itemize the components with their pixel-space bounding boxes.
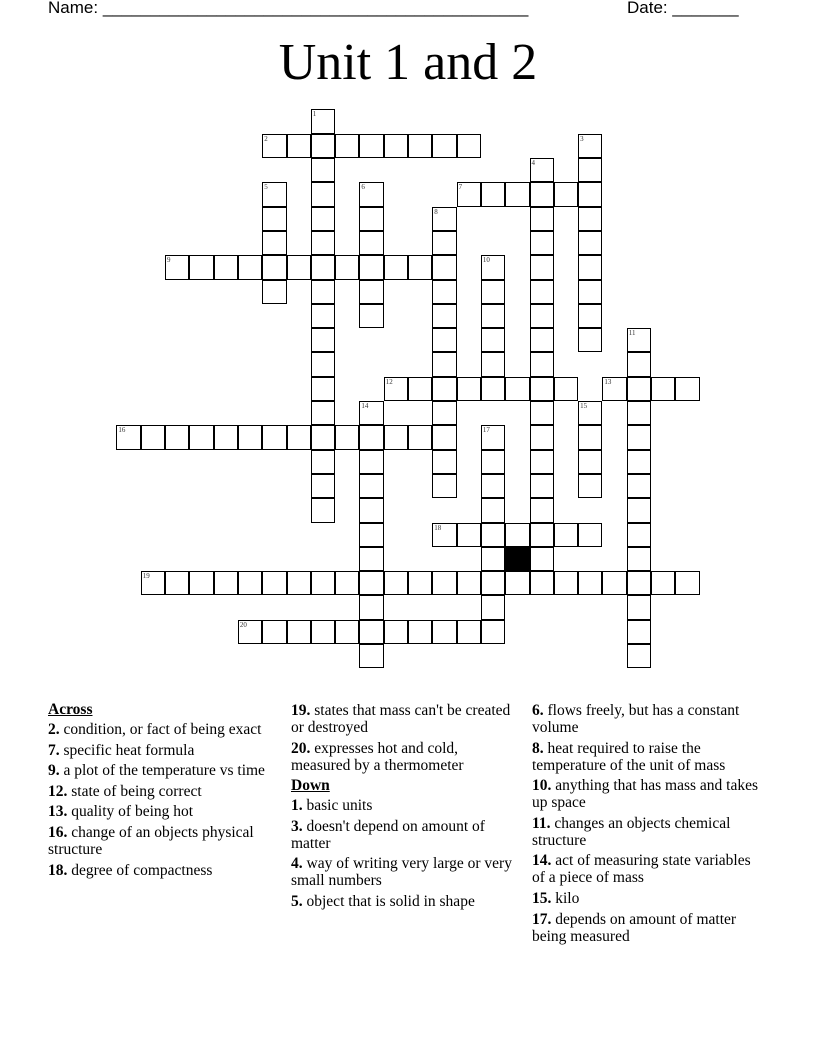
clue-down-5: 5. object that is solid in shape (291, 892, 475, 910)
grid-cell[interactable] (627, 425, 651, 449)
grid-cell[interactable] (530, 547, 554, 571)
clue-number: 12 (385, 377, 393, 386)
grid-cell[interactable] (432, 352, 456, 376)
grid-cell[interactable] (627, 595, 651, 619)
grid-cell[interactable] (530, 498, 554, 522)
grid-cell[interactable] (335, 425, 359, 449)
grid-cell[interactable] (311, 498, 335, 522)
grid-cell[interactable] (432, 571, 456, 595)
grid-cell[interactable] (530, 207, 554, 231)
grid-cell[interactable] (189, 571, 213, 595)
grid-cell[interactable] (627, 498, 651, 522)
grid-cell[interactable] (359, 644, 383, 668)
name-label: Name: (48, 0, 99, 17)
grid-cell[interactable] (481, 450, 505, 474)
clue-across-9: 9. a plot of the temperature vs time (48, 762, 265, 780)
grid-cell[interactable] (311, 109, 335, 133)
grid-cell[interactable] (651, 377, 675, 401)
grid-cell[interactable] (627, 352, 651, 376)
grid-cell[interactable] (481, 182, 505, 206)
grid-cell[interactable] (359, 231, 383, 255)
grid-cell[interactable] (530, 377, 554, 401)
grid-cell[interactable] (432, 280, 456, 304)
grid-cell[interactable] (432, 231, 456, 255)
grid-cell[interactable] (311, 620, 335, 644)
grid-cell[interactable] (432, 255, 456, 279)
grid-cell[interactable] (578, 474, 602, 498)
grid-cell[interactable] (457, 620, 481, 644)
grid-cell[interactable] (238, 425, 262, 449)
grid-cell[interactable] (530, 474, 554, 498)
grid-cell[interactable] (530, 182, 554, 206)
clues-column-2 (291, 702, 513, 914)
clue-number: 9 (167, 256, 171, 265)
grid-cell[interactable] (311, 304, 335, 328)
grid-cell[interactable] (262, 182, 286, 206)
grid-cell[interactable] (481, 280, 505, 304)
grid-cell[interactable] (359, 255, 383, 279)
clue-number: 18 (434, 523, 442, 532)
down-heading: Down (291, 777, 330, 795)
grid-cell[interactable] (359, 425, 383, 449)
date-label: Date: (627, 0, 668, 17)
across-heading: Across (48, 701, 93, 718)
grid-cell[interactable] (432, 450, 456, 474)
grid-cell[interactable] (287, 134, 311, 158)
clue-across-13: 13. quality of being hot (48, 803, 194, 821)
clue-down-8: 8. heat required to raise the temperature of the unit of mass (532, 739, 726, 774)
clue-across-12: 12. state of being correct (48, 782, 202, 800)
grid-cell[interactable] (530, 425, 554, 449)
clue-down-1: 1. basic units (291, 797, 373, 815)
clue-down-10: 10. anything that has mass and takes up space (532, 777, 758, 812)
grid-cell[interactable] (165, 571, 189, 595)
grid-cell[interactable] (262, 280, 286, 304)
grid-cell[interactable] (530, 280, 554, 304)
grid-cell[interactable] (481, 547, 505, 571)
grid-cell[interactable] (578, 571, 602, 595)
grid-cell[interactable] (311, 377, 335, 401)
clue-down-14: 14. act of measuring state variables of a piece of mass (532, 852, 751, 887)
grid-cell[interactable] (432, 523, 456, 547)
clue-down-6: 6. flows freely, but has a constant volume (532, 702, 740, 736)
clue-down-3: 3. doesn't depend on amount of matter (291, 817, 485, 852)
grid-cell[interactable] (214, 255, 238, 279)
grid-cell[interactable] (457, 377, 481, 401)
grid-cell[interactable] (384, 255, 408, 279)
grid-cell[interactable] (481, 255, 505, 279)
grid-cell[interactable] (189, 425, 213, 449)
grid-cell[interactable] (359, 401, 383, 425)
grid-cell[interactable] (311, 280, 335, 304)
clue-number: 13 (604, 377, 612, 386)
grid-cell[interactable] (214, 425, 238, 449)
grid-cell[interactable] (408, 620, 432, 644)
grid-cell[interactable] (359, 595, 383, 619)
grid-cell[interactable] (432, 425, 456, 449)
grid-cell[interactable] (505, 523, 529, 547)
grid-cell[interactable] (311, 425, 335, 449)
clue-number: 2 (264, 134, 268, 143)
page-title: Unit 1 and 2 (278, 34, 538, 91)
grid-cell[interactable] (675, 377, 699, 401)
grid-cell[interactable] (530, 571, 554, 595)
clue-down-4: 4. way of writing very large or very small numbers (291, 855, 512, 890)
grid-cell[interactable] (554, 523, 578, 547)
grid-cell[interactable] (311, 207, 335, 231)
grid-cell[interactable] (627, 328, 651, 352)
grid-cell[interactable] (481, 498, 505, 522)
clue-number: 11 (628, 329, 636, 338)
grid-cell[interactable] (481, 474, 505, 498)
grid-cell[interactable] (311, 571, 335, 595)
grid-cell[interactable] (554, 182, 578, 206)
grid-cell[interactable] (262, 255, 286, 279)
grid-cell[interactable] (287, 255, 311, 279)
grid-cell[interactable] (359, 571, 383, 595)
grid-cell[interactable] (627, 644, 651, 668)
grid-cell[interactable] (165, 255, 189, 279)
clue-down-15: 15. kilo (532, 889, 580, 907)
grid-cell[interactable] (627, 377, 651, 401)
grid-cell[interactable] (432, 328, 456, 352)
clue-across-20: 20. expresses hot and cold, measured by a thermometer (291, 739, 464, 774)
grid-cell[interactable] (359, 547, 383, 571)
grid-cell[interactable] (311, 401, 335, 425)
grid-cell[interactable] (262, 207, 286, 231)
grid-cell[interactable] (359, 280, 383, 304)
grid-cell[interactable] (335, 571, 359, 595)
grid-cell[interactable] (238, 255, 262, 279)
clues-column-1 (48, 700, 278, 882)
grid-cell[interactable] (627, 401, 651, 425)
clue-number: 3 (580, 134, 584, 143)
grid-cell[interactable] (578, 280, 602, 304)
clue-number: 20 (239, 620, 247, 629)
grid-cell[interactable] (530, 401, 554, 425)
grid-cell[interactable] (408, 255, 432, 279)
grid-cell[interactable] (481, 425, 505, 449)
grid-cell[interactable] (238, 620, 262, 644)
grid-cell[interactable] (384, 571, 408, 595)
grid-cell[interactable] (311, 474, 335, 498)
clue-number: 8 (434, 207, 438, 216)
grid-cell[interactable] (530, 450, 554, 474)
grid-cell[interactable] (141, 571, 165, 595)
grid-cell[interactable] (578, 450, 602, 474)
clue-number: 14 (361, 402, 369, 410)
grid-cell[interactable] (627, 571, 651, 595)
grid-cell[interactable] (359, 523, 383, 547)
grid-cell[interactable] (287, 620, 311, 644)
grid-cell[interactable] (359, 304, 383, 328)
grid-cell[interactable] (359, 620, 383, 644)
grid-cell[interactable] (311, 450, 335, 474)
grid-cell[interactable] (627, 523, 651, 547)
grid-cell[interactable] (530, 328, 554, 352)
grid-cell[interactable] (602, 571, 626, 595)
grid-cell[interactable] (311, 158, 335, 182)
grid-cell[interactable] (530, 255, 554, 279)
grid-cell[interactable] (505, 571, 529, 595)
clue-number: 4 (531, 159, 535, 167)
grid-cell[interactable] (481, 620, 505, 644)
grid-cell[interactable] (530, 523, 554, 547)
grid-cell[interactable] (432, 620, 456, 644)
grid-cell[interactable] (408, 571, 432, 595)
clues-column-3 (532, 702, 762, 948)
grid-cell[interactable] (432, 134, 456, 158)
grid-cell[interactable] (432, 207, 456, 231)
clue-number: 16 (118, 426, 126, 435)
grid-cell[interactable] (432, 377, 456, 401)
grid-cell[interactable] (432, 304, 456, 328)
grid-cell[interactable] (311, 352, 335, 376)
grid-cell[interactable] (384, 620, 408, 644)
clue-across-18: 18. degree of compactness (48, 861, 213, 879)
grid-cell[interactable] (335, 134, 359, 158)
grid-cell[interactable] (530, 158, 554, 182)
grid-cell[interactable] (116, 425, 140, 449)
clue-across-16: 16. change of an objects physical structure (48, 823, 254, 858)
grid-cell[interactable] (359, 207, 383, 231)
clue-number: 19 (142, 572, 150, 581)
clue-number: 6 (361, 183, 365, 192)
grid-cell[interactable] (189, 255, 213, 279)
grid-cell[interactable] (384, 377, 408, 401)
grid-cell[interactable] (457, 134, 481, 158)
clue-across-2: 2. condition, or fact of being exact (48, 721, 262, 738)
grid-cell[interactable] (457, 571, 481, 595)
grid-cell[interactable] (530, 352, 554, 376)
grid-cell[interactable] (481, 304, 505, 328)
date-line[interactable]: _______ (672, 0, 739, 17)
grid-cell[interactable] (408, 425, 432, 449)
grid-cell[interactable] (311, 134, 335, 158)
grid-cell[interactable] (262, 571, 286, 595)
grid-cell[interactable] (481, 595, 505, 619)
grid-cell[interactable] (311, 182, 335, 206)
grid-cell[interactable] (578, 158, 602, 182)
grid-cell[interactable] (311, 231, 335, 255)
clue-number: 7 (458, 183, 463, 192)
grid-cell[interactable] (359, 498, 383, 522)
grid-cell[interactable] (530, 231, 554, 255)
grid-cell[interactable] (578, 134, 602, 158)
grid-cell[interactable] (335, 255, 359, 279)
grid-cell[interactable] (408, 134, 432, 158)
grid-cell[interactable] (311, 328, 335, 352)
grid-cell[interactable] (384, 425, 408, 449)
grid-cell[interactable] (505, 377, 529, 401)
grid-cell[interactable] (432, 474, 456, 498)
grid-cell[interactable] (262, 425, 286, 449)
clue-number: 17 (482, 426, 490, 435)
grid-cell[interactable] (238, 571, 262, 595)
grid-cell[interactable] (578, 523, 602, 547)
grid-cell[interactable] (578, 255, 602, 279)
grid-cell[interactable] (627, 547, 651, 571)
grid-cell[interactable] (287, 425, 311, 449)
grid-cell[interactable] (214, 571, 238, 595)
grid-cell[interactable] (335, 620, 359, 644)
grid-cell[interactable] (481, 352, 505, 376)
clue-down-17: 17. depends on amount of matter being measured (532, 910, 737, 945)
grid-cell[interactable] (554, 377, 578, 401)
grid-cell[interactable] (651, 571, 675, 595)
grid-cell[interactable] (578, 182, 602, 206)
grid-cell[interactable] (359, 182, 383, 206)
grid-cell[interactable] (627, 450, 651, 474)
grid-cell[interactable] (530, 304, 554, 328)
grid-cell[interactable] (481, 377, 505, 401)
clue-number: 10 (482, 256, 490, 265)
grid-cell[interactable] (165, 425, 189, 449)
grid-cell[interactable] (359, 450, 383, 474)
clue-number: 1 (312, 110, 317, 119)
clue-across-19: 19. states that mass can't be created or destroyed (291, 702, 511, 736)
grid-cell[interactable] (359, 134, 383, 158)
grid-cell[interactable] (578, 304, 602, 328)
grid-cell[interactable] (505, 182, 529, 206)
grid-cell[interactable] (408, 377, 432, 401)
grid-cell[interactable] (262, 134, 286, 158)
name-line[interactable]: _____________________________________________ (102, 0, 529, 17)
grid-cell[interactable] (578, 231, 602, 255)
grid-cell[interactable] (262, 620, 286, 644)
grid-cell[interactable] (481, 571, 505, 595)
grid-cell[interactable] (578, 425, 602, 449)
grid-cell[interactable] (554, 571, 578, 595)
clue-down-11: 11. changes an objects chemical structure (532, 814, 731, 849)
grid-cell[interactable] (432, 401, 456, 425)
grid-cell[interactable] (457, 523, 481, 547)
grid-cell[interactable] (578, 401, 602, 425)
grid-cell[interactable] (578, 328, 602, 352)
grid-cell[interactable] (627, 474, 651, 498)
grid-cell[interactable] (287, 571, 311, 595)
grid-cell[interactable] (311, 255, 335, 279)
grid-cell[interactable] (262, 231, 286, 255)
grid-cell[interactable] (602, 377, 626, 401)
grid-cell[interactable] (481, 328, 505, 352)
grid-cell[interactable] (457, 182, 481, 206)
grid-cell[interactable] (627, 620, 651, 644)
grid-cell[interactable] (481, 523, 505, 547)
clue-across-7: 7. specific heat formula (48, 741, 195, 759)
grid-cell[interactable] (578, 207, 602, 231)
clue-number: 5 (264, 183, 268, 192)
grid-cell[interactable] (384, 134, 408, 158)
grid-cell[interactable] (141, 425, 165, 449)
clue-number: 15 (580, 402, 588, 410)
grid-cell[interactable] (359, 474, 383, 498)
black-cell (505, 547, 529, 571)
grid-cell[interactable] (675, 571, 699, 595)
